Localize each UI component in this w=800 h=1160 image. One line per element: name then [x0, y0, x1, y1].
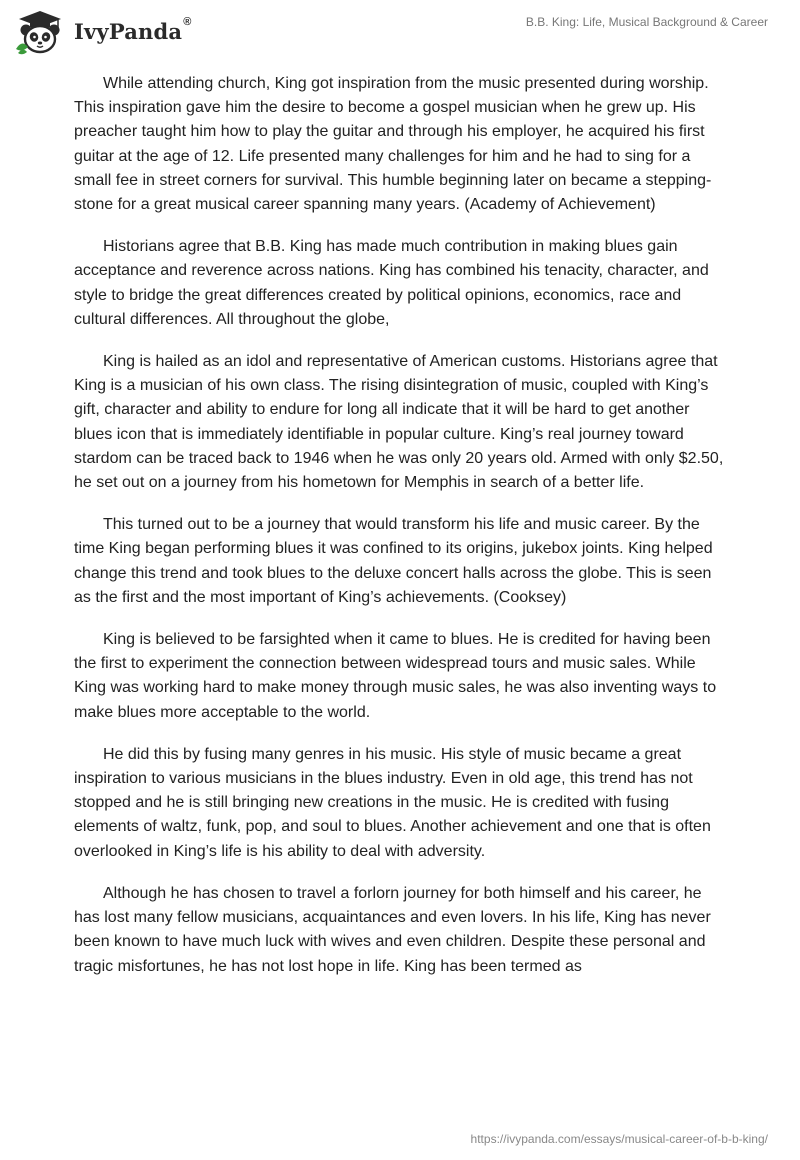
paragraph: Although he has chosen to travel a forlorn journey for both himself and his career, he has lost many fellow musicians, acquaintances and even lovers. In his life, King has never been known to have much luck with wives and even children. Despite these personal and tragic misfortunes, he has not lost hope in life. King has been termed as [74, 884, 711, 975]
ivypanda-logo[interactable] [14, 8, 192, 56]
page-header [0, 0, 800, 64]
paragraph: King is believed to be farsighted when it came to blues. He is credited for having been the first to experiment the connection between widespread tours and music sales. While King was working hard to make money through music sales, he was also inventing ways to make blues more acceptable to the world. [74, 631, 717, 721]
essay-body [74, 72, 730, 997]
paragraph: Historians agree that B.B. King has made much contribution in making blues gain acceptance and reverence across nations. King has combined his tenacity, character, and style to bridge the great differences created by political opinions, economics, race and cultural differences. All throughout the globe, [74, 238, 709, 328]
panda-mascot-icon [14, 9, 66, 55]
source-url[interactable]: https://ivypanda.com/essays/musical-career-of-b-b-king/ [470, 1132, 768, 1146]
logo-wordmark: IvyPanda® [74, 15, 192, 44]
document-running-title: B.B. King: Life, Musical Background & Career [525, 15, 768, 29]
paragraph: He did this by fusing many genres in his music. His style of music became a great inspiration to various musicians in the blues industry. Even in old age, this trend has not stopped and he is still bringing new creations in the music. He is credited with fusing elements of waltz, funk, pop, and soul to blues. Another achievement and one that is often overlooked in King’s life is his ability to deal with adversity. [74, 745, 711, 860]
paragraph: This turned out to be a journey that would transform his life and music career. By the time King began performing blues it was confined to its origins, jukebox joints. King helped change this trend and took blues to the deluxe concert halls across the globe. This is seen as the first and the most important of King’s achievements. (Cooksey) [74, 516, 713, 606]
paragraph: King is hailed as an idol and representative of American customs. Historians agree that King is a musician of his own class. The rising disintegration of music, coupled with King’s gift, character and ability to endure for long all indicate that it will be hard to get another blues icon that is immediately identifiable in popular culture. King’s real journey toward stardom can be traced back to 1946 when he was only 20 years old. Armed with only $2.50, he set out on a journey from his hometown for Memphis in search of a better life. [74, 353, 724, 492]
paragraph: While attending church, King got inspiration from the music presented during worship. This inspiration gave him the desire to become a gospel musician when he grew up. His preacher taught him how to play the guitar and through his employer, he acquired his first guitar at the age of 12. Life presented many challenges for him and he had to sing for a small fee in street corners for survival. This humble beginning later on became a stepping-stone for a great musical career spanning many years. (Academy of Achievement) [74, 75, 712, 214]
